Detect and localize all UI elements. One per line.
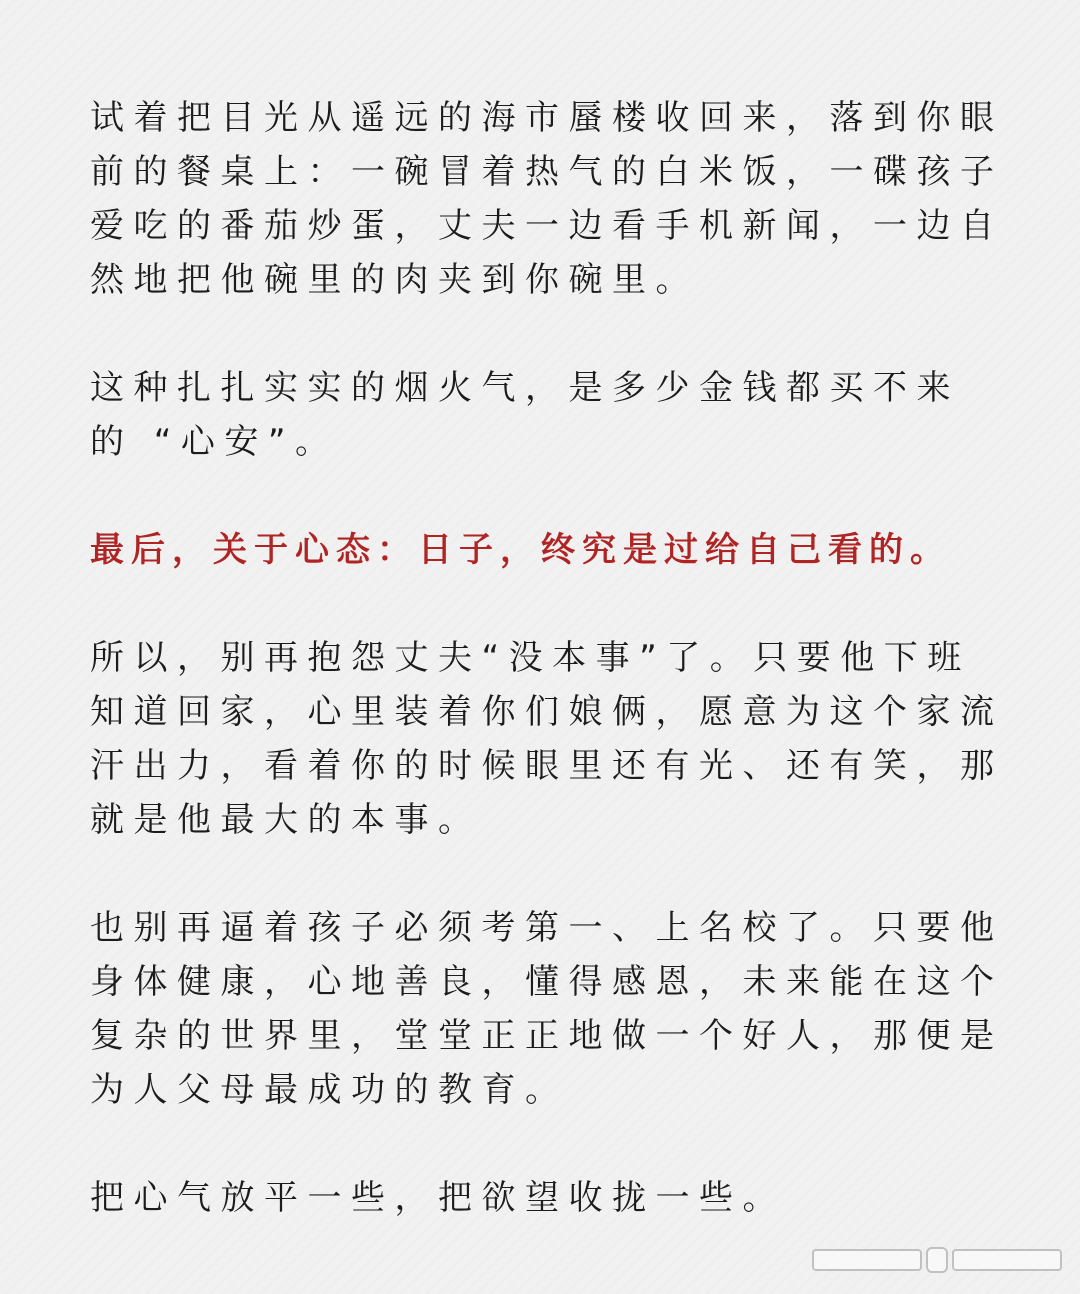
text-line: 前的餐桌上：一碗冒着热气的白米饭，一碟孩子 — [90, 152, 1004, 192]
text-line: 所以，别再抱怨丈夫“没本事”了。只要他下班 — [90, 638, 971, 678]
paragraph-conclusion — [90, 1171, 992, 1225]
highlighted-heading-mindset — [90, 523, 992, 577]
text-line: 复杂的世界里，堂堂正正地做一个好人，那便是 — [90, 1016, 1004, 1056]
text-line: 的 “心安”。 — [90, 422, 339, 462]
text-line: 为人父母最成功的教育。 — [90, 1070, 569, 1110]
watermark-bar — [812, 1249, 922, 1271]
text-line: 试着把目光从遥远的海市蜃楼收回来，落到你眼 — [90, 98, 1004, 138]
text-line: 身体健康，心地善良，懂得感恩，未来能在这个 — [90, 962, 1004, 1002]
watermark-logo — [812, 1246, 1062, 1274]
text-line: 然地把他碗里的肉夹到你碗里。 — [90, 260, 699, 300]
text-line: 汗出力，看着你的时候眼里还有光、还有笑，那 — [90, 746, 1004, 786]
text-line: 也别再逼着孩子必须考第一、上名校了。只要他 — [90, 908, 1004, 948]
paragraph-children — [90, 901, 1004, 1117]
text-line: 就是他最大的本事。 — [90, 800, 482, 840]
paragraph-dinner-table — [90, 91, 1004, 307]
watermark-mark — [926, 1247, 948, 1273]
text-line: 爱吃的番茄炒蛋，丈夫一边看手机新闻，一边自 — [90, 206, 1004, 246]
text-line: 最后，关于心态：日子，终究是过给自己看的。 — [90, 530, 951, 570]
paragraph-husband — [90, 631, 1004, 847]
paragraph-peace-of-mind — [90, 361, 992, 469]
text-line: 这种扎扎实实的烟火气，是多少金钱都买不来 — [90, 368, 960, 408]
watermark-bar — [952, 1249, 1062, 1271]
text-line: 把心气放平一些，把欲望收拢一些。 — [90, 1178, 786, 1218]
text-line: 知道回家，心里装着你们娘俩，愿意为这个家流 — [90, 692, 1004, 732]
